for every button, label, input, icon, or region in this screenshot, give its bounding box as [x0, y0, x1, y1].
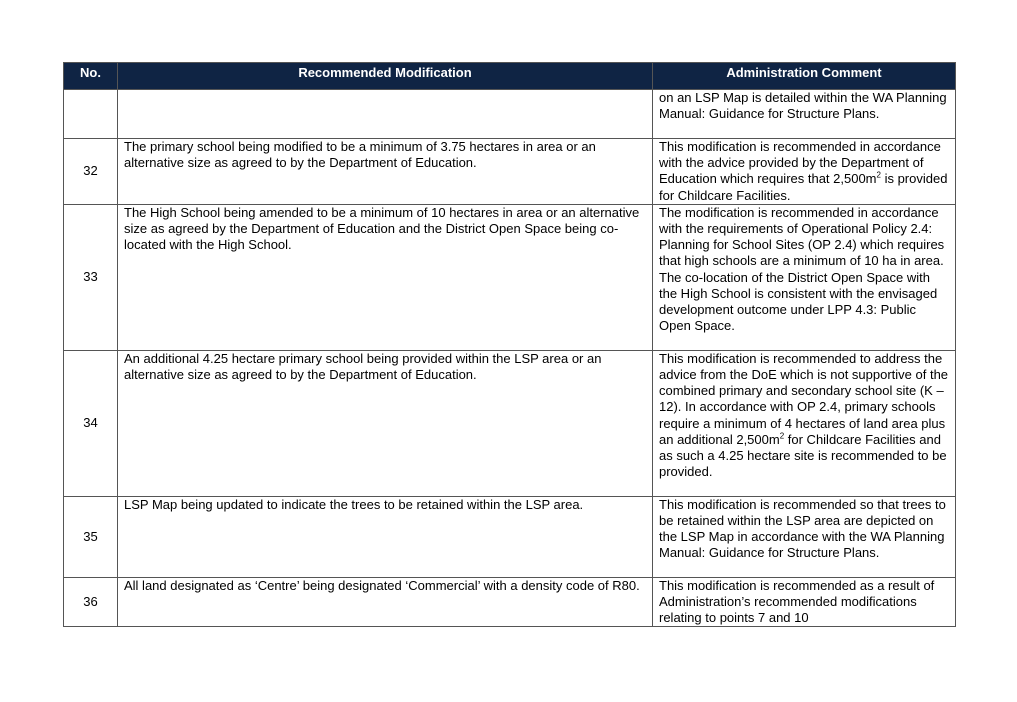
modifications-table	[63, 62, 956, 627]
row-modification: The primary school being modified to be a minimum of 3.75 hectares in area or an alternative size as agreed to by the Department of Education.	[118, 139, 653, 205]
comment-text: This modification is recommended in accordance with the advice provided by the Department of Education which requires that $2,500m^2$ is provided for Childcare Facilities.	[659, 139, 948, 203]
table-row	[64, 350, 956, 496]
row-modification: An additional 4.25 hectare primary school being provided within the LSP area or an alternative size as agreed to by the Department of Education.	[118, 350, 653, 496]
header-comment: Administration Comment	[653, 63, 956, 90]
superscript: 2	[779, 431, 785, 441]
row-comment: This modification is recommended so that trees to be retained within the LSP area are depicted on the LSP Map in accordance with the WA Planning Manual: Guidance for Structure Plans.	[653, 496, 956, 577]
row-comment: This modification is recommended as a result of Administration’s recommended modifications relating to points 7 and 10	[653, 577, 956, 627]
table-row	[64, 577, 956, 627]
row-comment: The modification is recommended in accordance with the requirements of Operational Policy 2.4: Planning for School Sites (OP 2.4) which requires that high schools are a minimum of 10 ha in area. The co-location of the District Open Space with the High School is consistent with the envisaged development outcome under LPP 4.3: Public Open Space.	[653, 204, 956, 350]
row-number: 35	[64, 496, 118, 577]
row-number: 32	[64, 139, 118, 205]
table-row	[64, 90, 956, 139]
comment-text: This modification is recommended to address the advice from the DoE which is not supportive of the combined primary and secondary school site (K – 12). In accordance with OP 2.4, primary schools require a minimum of 4 hectares of land area plus an additional $2,500m^2$ for Childcare Facilities and as such a 4.25 hectare site is recommended to be provided.	[659, 350, 949, 480]
row-modification: LSP Map being updated to indicate the trees to be retained within the LSP area.	[118, 496, 653, 577]
header-no: No.	[64, 63, 118, 90]
superscript: 2	[876, 171, 881, 181]
row-comment	[653, 350, 956, 496]
row-comment	[653, 139, 956, 205]
row-number: 33	[64, 204, 118, 350]
row-comment: on an LSP Map is detailed within the WA Planning Manual: Guidance for Structure Plans.	[653, 90, 956, 139]
row-modification: All land designated as ‘Centre’ being designated ‘Commercial’ with a density code of R80.	[118, 577, 653, 627]
row-modification: The High School being amended to be a minimum of 10 hectares in area or an alternative size as agreed by the Department of Education and the District Open Space being co-located with the High School.	[118, 204, 653, 350]
table-row	[64, 496, 956, 577]
row-number: 36	[64, 577, 118, 627]
row-number	[64, 90, 118, 139]
header-modification: Recommended Modification	[118, 63, 653, 90]
table-header-row	[64, 63, 956, 90]
table-row	[64, 204, 956, 350]
row-number: 34	[64, 350, 118, 496]
table-row	[64, 139, 956, 205]
row-modification	[118, 90, 653, 139]
